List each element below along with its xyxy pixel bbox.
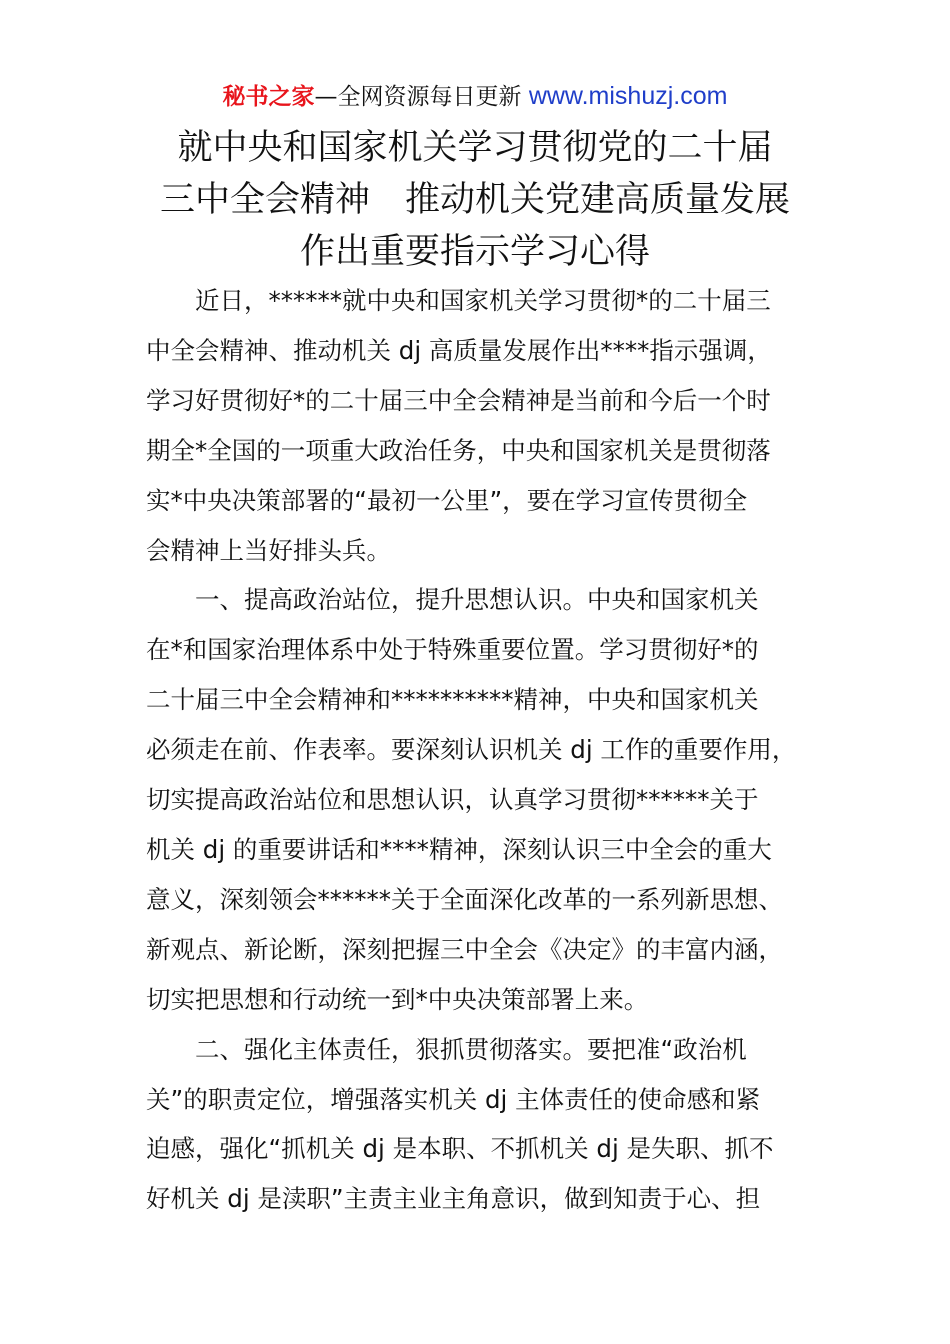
text-line: 关”的职责定位，增强落实机关 dj 主体责任的使命感和紧 — [146, 1084, 761, 1114]
text-line: 中全会精神、推动机关 dj 高质量发展作出****指示强调， — [146, 335, 772, 365]
document-body — [146, 276, 806, 1224]
text-line: 切实提高政治站位和思想认识，认真学习贯彻******关于 — [146, 785, 759, 815]
paragraph-section-1 — [146, 575, 806, 1024]
paragraph-section-2 — [146, 1025, 806, 1225]
text-line: 迫感，强化“抓机关 dj 是本职、不抓机关 dj 是失职、抓不 — [146, 1134, 774, 1164]
text-line: 学习好贯彻好*的二十届三中全会精神是当前和今后一个时 — [146, 385, 771, 415]
paragraph-intro — [146, 276, 806, 575]
text-line: 好机关 dj 是渎职”主责主业主角意识，做到知责于心、担 — [146, 1184, 761, 1214]
banner-slogan: —全网资源每日更新 — [314, 84, 522, 110]
text-line: 二、强化主体责任，狠抓贯彻落实。要把准“政治机 — [195, 1034, 747, 1064]
document-title — [0, 122, 950, 278]
text-line: 会精神上当好排头兵。 — [146, 535, 391, 565]
text-line: 意义，深刻领会******关于全面深化改革的一系列新思想、 — [146, 884, 783, 914]
site-banner — [0, 80, 950, 113]
title-line: 作出重要指示学习心得 — [299, 232, 650, 272]
text-line: 期全*全国的一项重大政治任务，中央和国家机关是贯彻落 — [146, 435, 771, 465]
text-line: 二十届三中全会精神和**********精神，中央和国家机关 — [146, 685, 759, 715]
title-line: 就中央和国家机关学习贯彻党的二十届 — [177, 128, 773, 168]
text-line: 切实把思想和行动统一到*中央决策部署上来。 — [146, 984, 649, 1014]
text-line: 实*中央决策部署的“最初一公里”，要在学习宣传贯彻全 — [146, 485, 748, 515]
title-line: 三中全会精神 推动机关党建高质量发展 — [159, 180, 790, 220]
text-line: 机关 dj 的重要讲话和****精神，深刻认识三中全会的重大 — [146, 834, 772, 864]
text-line: 一、提高政治站位，提升思想认识。中央和国家机关 — [195, 585, 759, 615]
text-line: 在*和国家治理体系中处于特殊重要位置。学习贯彻好*的 — [146, 635, 759, 665]
brand-name: 秘书之家 — [222, 84, 315, 110]
site-url[interactable]: www.mishuzj.com — [528, 82, 728, 110]
text-line: 新观点、新论断，深刻把握三中全会《决定》的丰富内涵， — [146, 934, 783, 964]
text-line: 近日，******就中央和国家机关学习贯彻*的二十届三 — [195, 286, 771, 315]
text-line: 必须走在前、作表率。要深刻认识机关 dj 工作的重要作用， — [146, 735, 797, 765]
